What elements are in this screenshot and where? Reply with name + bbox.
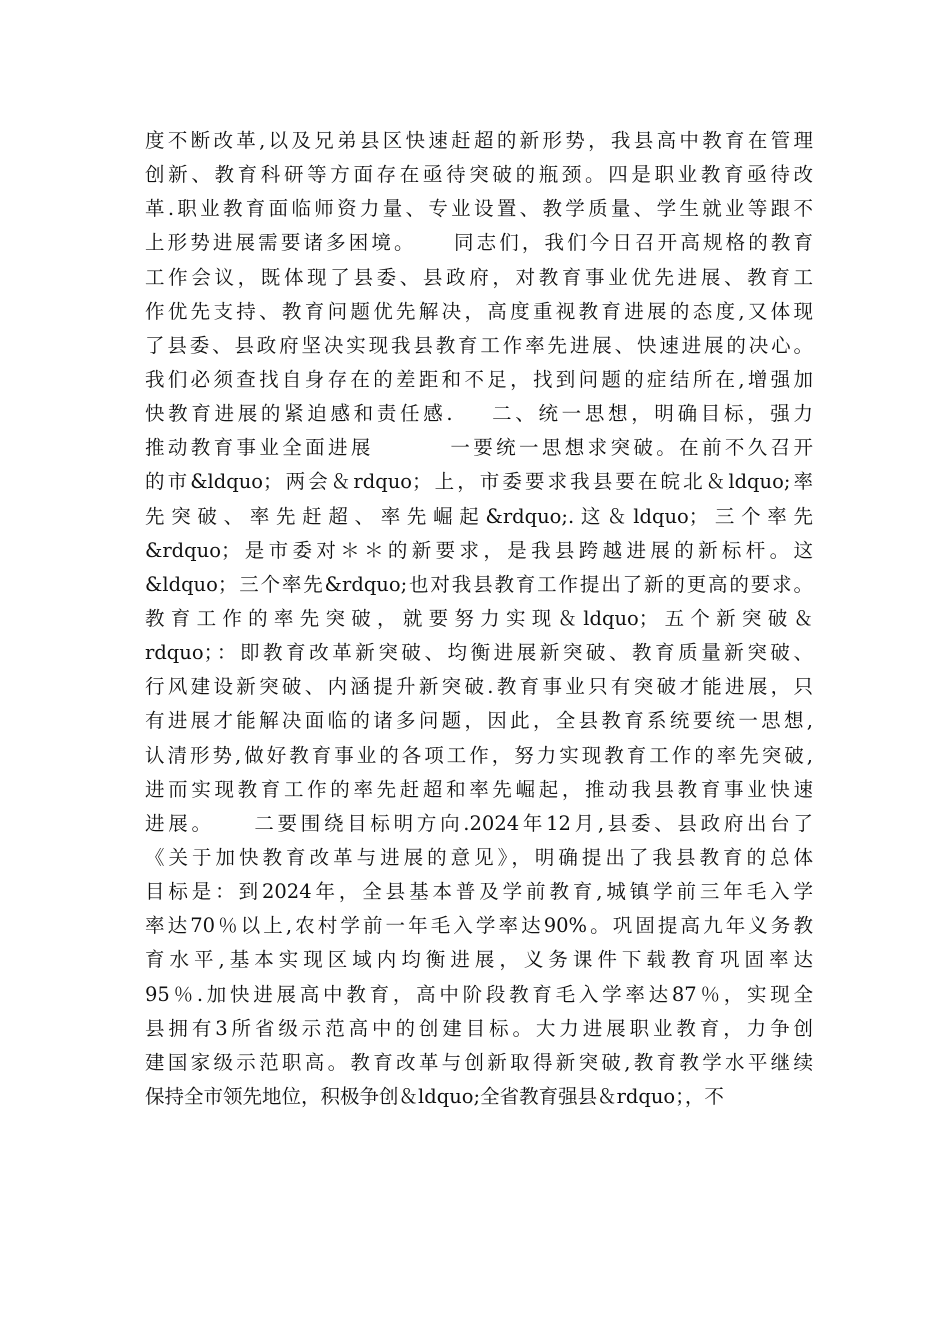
text-line: 作优先支持、教育问题优先解决，高度重视教育进展的态度,又体现 bbox=[145, 299, 813, 323]
text-line: &rdquo；是市委对＊＊的新要求，是我县跨越进展的新标杆。这 bbox=[145, 538, 813, 562]
text-line: 进而实现教育工作的率先赶超和率先崛起，推动我县教育事业快速 bbox=[145, 777, 813, 801]
text-line: 先突破、率先赶超、率先崛起&rdquo;.这＆ldquo；三个率先 bbox=[145, 504, 813, 528]
text-line: 工作会议，既体现了县委、县政府，对教育事业优先进展、教育工 bbox=[145, 265, 813, 289]
text-line: 保持全市领先地位，积极争创＆ldquo;全省教育强县＆rdquo；，不 bbox=[145, 1084, 724, 1108]
text-line: 了县委、县政府坚决实现我县教育工作率先进展、快速进展的决心。 bbox=[145, 333, 813, 357]
body-text bbox=[145, 124, 813, 1114]
text-line: 认清形势,做好教育事业的各项工作，努力实现教育工作的率先突破, bbox=[145, 743, 813, 767]
text-line: 推动教育事业全面进展 一要统一思想求突破。在前不久召开 bbox=[145, 436, 813, 460]
text-line: 育水平,基本实现区域内均衡进展，义务课件下载教育巩固率达 bbox=[145, 948, 813, 972]
text-line: 教育工作的率先突破，就要努力实现＆ldquo；五个新突破＆ bbox=[145, 606, 813, 630]
text-line: 建国家级示范职高。教育改革与创新取得新突破,教育教学水平继续 bbox=[145, 1050, 813, 1074]
text-line: 有进展才能解决面临的诸多问题，因此，全县教育系统要统一思想, bbox=[145, 709, 813, 733]
text-line: 行风建设新突破、内涵提升新突破.教育事业只有突破才能进展，只 bbox=[145, 675, 813, 699]
text-line: 县拥有3所省级示范高中的创建目标。大力进展职业教育，力争创 bbox=[145, 1016, 813, 1040]
text-line: 《关于加快教育改革与进展的意见》，明确提出了我县教育的总体 bbox=[145, 845, 813, 869]
text-line: 目标是：到2024年，全县基本普及学前教育,城镇学前三年毛入学 bbox=[145, 880, 813, 904]
text-line: 的市&ldquo；两会＆rdquo；上，市委要求我县要在皖北＆ldquo;率 bbox=[145, 470, 813, 494]
text-line: 度不断改革,以及兄弟县区快速赶超的新形势，我县高中教育在管理 bbox=[145, 129, 813, 152]
text-line: 创新、教育科研等方面存在亟待突破的瓶颈。四是职业教育亟待改 bbox=[145, 163, 813, 187]
text-line: 进展。 二要围绕目标明方向.2024年12月,县委、县政府出台了 bbox=[145, 811, 813, 835]
text-line: 快教育进展的紧迫感和责任感. 二、统一思想，明确目标，强力 bbox=[145, 402, 813, 426]
text-line: 率达70％以上,农村学前一年毛入学率达90%。巩固提高九年义务教 bbox=[145, 914, 813, 938]
text-line: 我们必须查找自身存在的差距和不足，找到问题的症结所在,增强加 bbox=[145, 367, 813, 391]
text-line: 上形势进展需要诸多困境。 同志们，我们今日召开高规格的教育 bbox=[145, 231, 813, 255]
text-line: 革.职业教育面临师资力量、专业设置、教学质量、学生就业等跟不 bbox=[145, 197, 813, 221]
text-line: &ldquo；三个率先&rdquo;也对我县教育工作提出了新的更高的要求。 bbox=[145, 572, 813, 596]
text-line: 95％.加快进展高中教育，高中阶段教育毛入学率达87％，实现全 bbox=[145, 982, 813, 1006]
text-line: rdquo；：即教育改革新突破、均衡进展新突破、教育质量新突破、 bbox=[145, 641, 813, 665]
